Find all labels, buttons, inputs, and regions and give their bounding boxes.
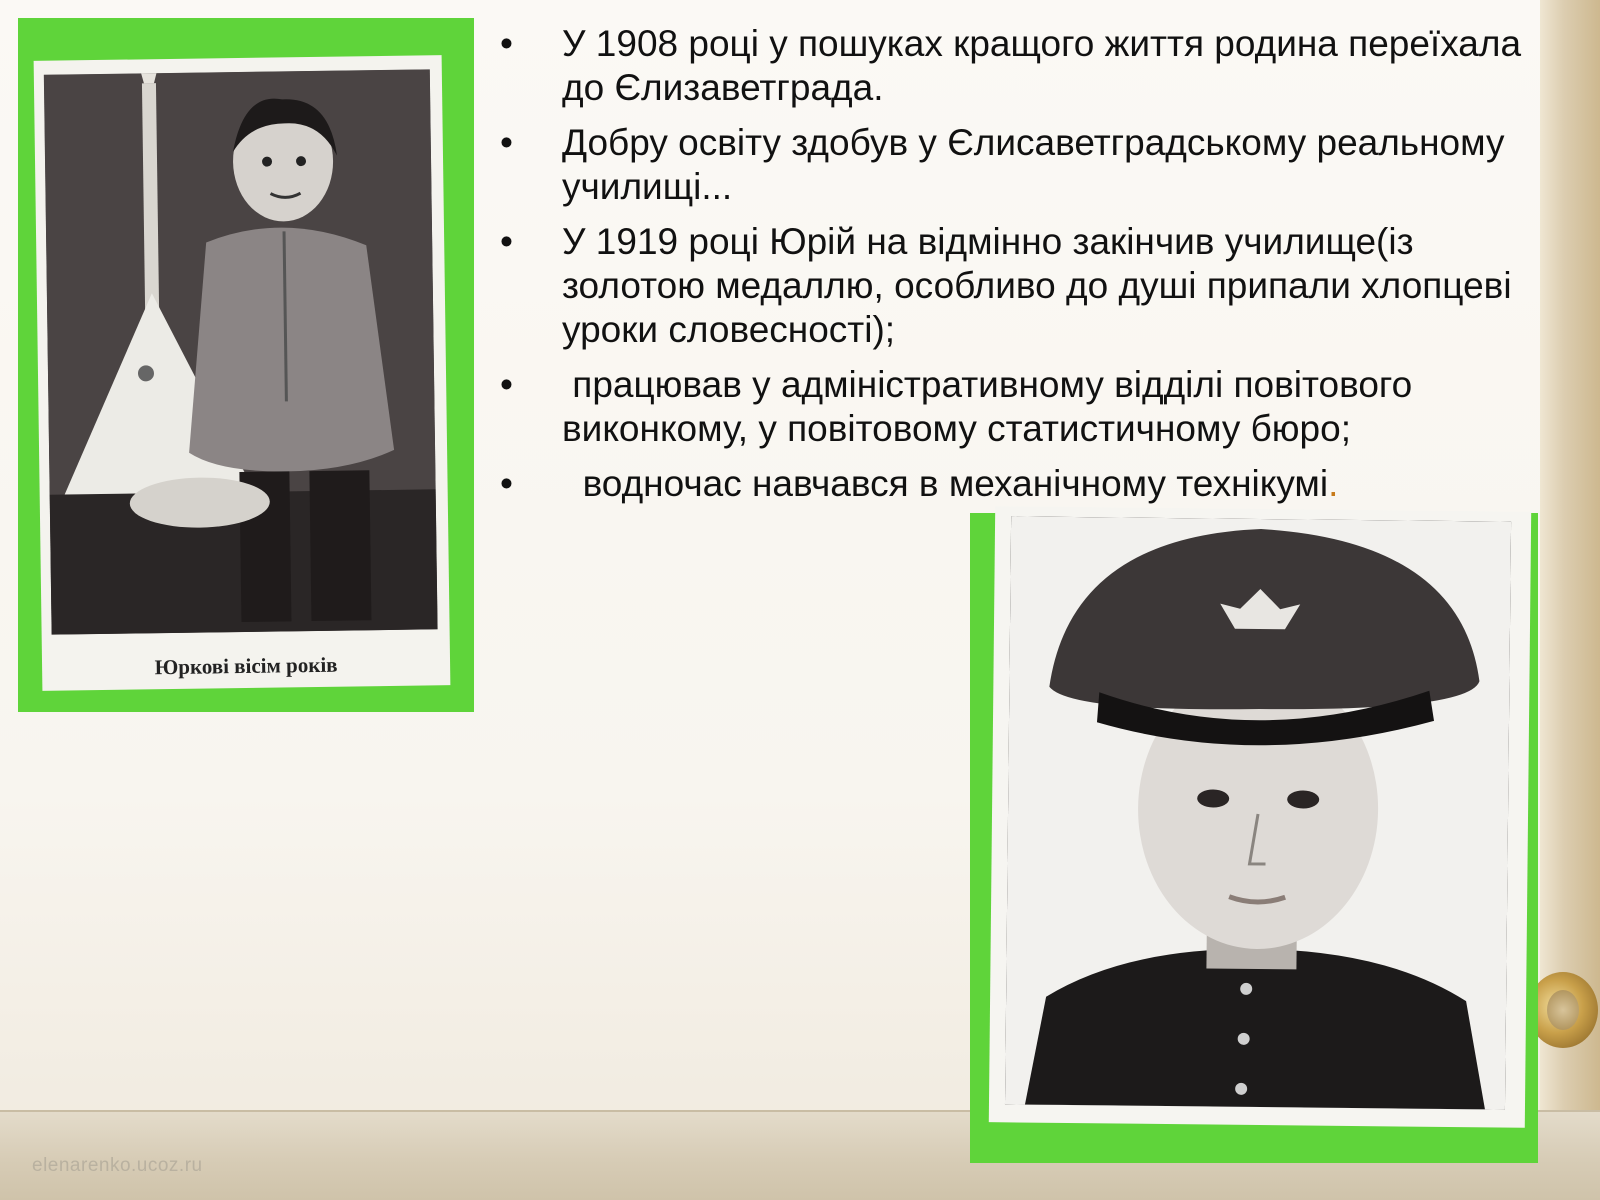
list-item (500, 462, 1530, 506)
photo-frame-left (18, 18, 474, 712)
bullet-text: водночас навчався в механічному технікумі (562, 463, 1329, 504)
bullet-icon: • (500, 463, 513, 504)
bullet-icon: • (500, 23, 513, 64)
bullet-icon: • (500, 122, 513, 163)
bullet-icon: • (500, 364, 513, 405)
boy-with-balalaika-photo (44, 69, 438, 634)
list-item (500, 22, 1530, 110)
photo-card-right (989, 506, 1531, 1128)
watermark: elenarenko.ucoz.ru (32, 1155, 203, 1176)
bullet-text: У 1908 році у пошуках кращого життя родина переїхала до Єлизаветграда. (562, 23, 1522, 108)
bullet-list (500, 22, 1530, 517)
photo-frame-right (970, 513, 1538, 1163)
bullet-text: працював у адміністративному відділі повітового виконкому, у повітовому статистичному бюро; (562, 364, 1423, 449)
list-item (500, 220, 1530, 352)
photo-card-left (34, 55, 451, 691)
photo-caption: Юркові вісім років (154, 652, 338, 680)
list-item (500, 121, 1530, 209)
boy-in-cap-illustration (1005, 516, 1511, 1109)
bullet-text: У 1919 році Юрій на відмінно закінчив училище(із золотою медаллю, особливо до душі припали хлопцеві уроки словесності); (562, 221, 1512, 350)
boy-with-balalaika-illustration (44, 69, 438, 634)
boy-in-cap-portrait-photo (1005, 516, 1511, 1109)
bullet-icon: • (500, 221, 513, 262)
binder-ring-hole (1547, 990, 1579, 1030)
bullet-trailing-period: . (1328, 463, 1339, 504)
bullet-text: Добру освіту здобув у Єлисаветградському реальному училищі... (562, 122, 1505, 207)
list-item (500, 363, 1530, 451)
